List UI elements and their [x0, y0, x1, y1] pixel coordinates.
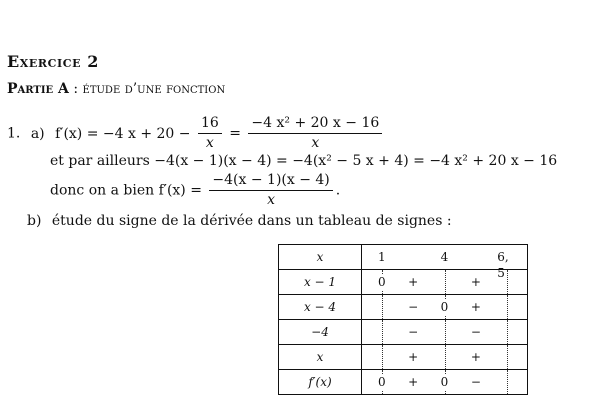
subquestion-b — [27, 213, 452, 229]
question-number: 1. — [7, 125, 21, 142]
sign-cell: 0 — [377, 275, 386, 289]
sign-row-minus-4 — [279, 320, 528, 345]
exercise-heading: Exercice 2 — [7, 52, 99, 71]
sign-cell: 0 — [377, 375, 386, 389]
factorization-line: et par ailleurs −4(x − 1)(x − 4) = −4(x² − 5 x + 4) = −4 x² + 20 x − 16 — [50, 153, 558, 169]
sign-table-header-label: x — [279, 245, 362, 270]
row-label: x — [279, 345, 362, 370]
subquestion-a-label: a) — [30, 125, 45, 142]
x-value-6-5: 6, 5 — [497, 250, 509, 280]
sign-table-header-values — [362, 245, 528, 280]
dotted-divider — [507, 320, 508, 344]
row-label: f′(x) — [279, 370, 362, 395]
conclusion-line — [50, 172, 340, 209]
factored-fraction — [209, 172, 332, 209]
derivative-lhs: f′(x) = −4 x + 20 − — [55, 125, 191, 142]
sign-cell: 0 — [440, 375, 449, 389]
fraction-16-over-x — [198, 115, 222, 152]
sign-cell: + — [470, 350, 481, 364]
part-heading — [7, 81, 225, 97]
fraction-denominator: x — [267, 192, 276, 208]
conclusion-period: . — [335, 182, 341, 199]
dotted-divider — [507, 370, 508, 394]
dotted-divider — [507, 295, 508, 319]
x-value-4: 4 — [440, 250, 449, 264]
fraction-numerator: 16 — [198, 115, 222, 134]
row-label: x − 1 — [279, 270, 362, 295]
part-label: Partie A — [7, 81, 69, 97]
question-1-line-a — [7, 115, 385, 152]
fraction-numerator: −4 x² + 20 x − 16 — [248, 115, 382, 134]
fraction-denominator: x — [205, 135, 214, 151]
dotted-divider — [382, 345, 383, 369]
row-signs — [362, 320, 528, 345]
row-signs — [362, 270, 528, 295]
row-label: −4 — [279, 320, 362, 345]
fraction-numerator: −4(x − 1)(x − 4) — [209, 172, 332, 191]
subquestion-b-label: b) — [27, 213, 42, 229]
sign-cell: + — [470, 275, 481, 289]
fraction-polynomial-over-x — [248, 115, 382, 152]
sign-cell: − — [470, 325, 481, 339]
sign-cell: − — [470, 375, 481, 389]
part-separator: : — [68, 81, 83, 97]
dotted-divider — [445, 270, 446, 294]
sign-table — [278, 244, 528, 395]
sign-row-x-minus-1 — [279, 270, 528, 295]
row-label: x − 4 — [279, 295, 362, 320]
dotted-divider — [507, 270, 508, 294]
row-signs — [362, 370, 528, 395]
sign-cell: + — [470, 300, 481, 314]
dotted-divider — [382, 295, 383, 319]
dotted-divider — [507, 345, 508, 369]
dotted-divider — [445, 345, 446, 369]
x-value-1: 1 — [377, 250, 386, 264]
sign-table-header-row — [279, 245, 528, 270]
sign-cell: + — [408, 350, 419, 364]
sign-cell: + — [408, 375, 419, 389]
row-signs — [362, 345, 528, 370]
subquestion-b-text: étude du signe de la dérivée dans un tableau de signes : — [51, 213, 452, 229]
sign-cell: − — [408, 325, 419, 339]
sign-row-derivative — [279, 370, 528, 395]
sign-cell: + — [408, 275, 419, 289]
conclusion-lead: donc on a bien f′(x) = — [50, 182, 202, 199]
dotted-divider — [445, 320, 446, 344]
sign-cell: − — [408, 300, 419, 314]
row-signs — [362, 295, 528, 320]
dotted-divider — [382, 320, 383, 344]
equals-sign: = — [229, 125, 241, 142]
sign-row-x-minus-4 — [279, 295, 528, 320]
part-topic: étude d’une fonction — [82, 81, 226, 97]
fraction-denominator: x — [311, 135, 320, 151]
sign-cell: 0 — [440, 300, 449, 314]
sign-row-x — [279, 345, 528, 370]
